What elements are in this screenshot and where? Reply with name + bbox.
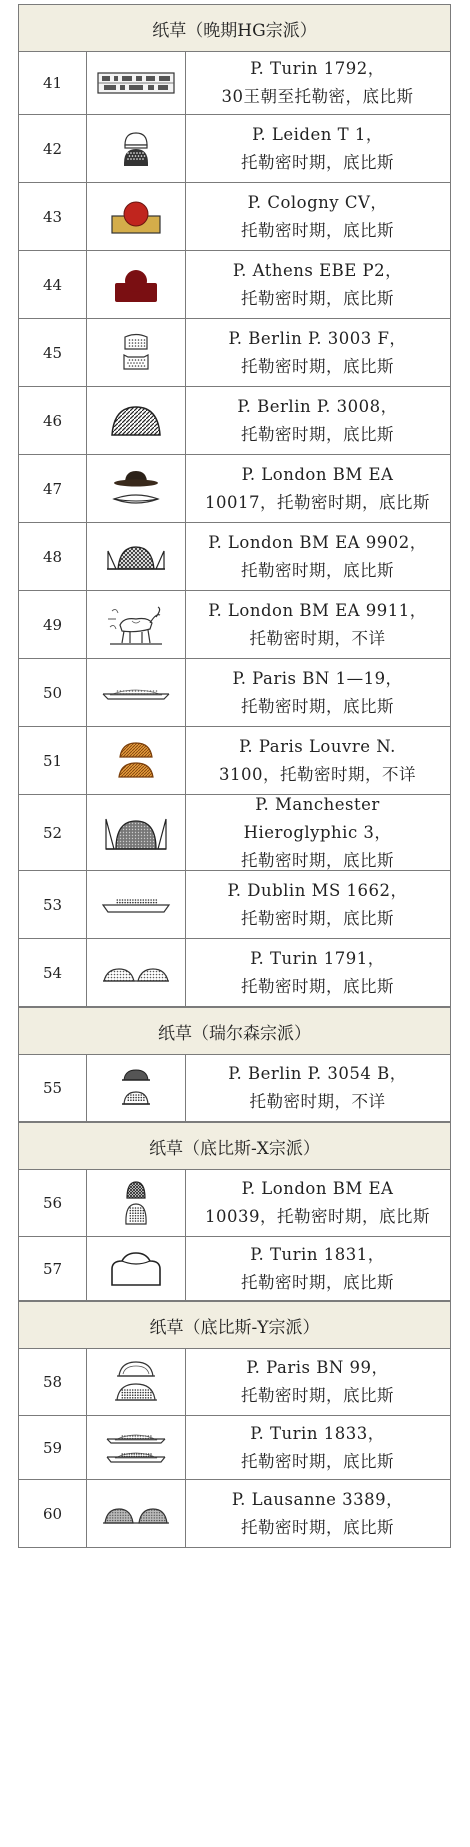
description-line: 托勒密时期，底比斯 [241,220,394,240]
papyrus-description [185,939,450,1006]
table-row [18,1237,451,1301]
papyrus-description [185,183,450,250]
stacked-small-domes-icon [86,1054,186,1121]
description-line: 托勒密时期，底比斯 [241,288,394,308]
description-line: P. Berlin P. 3003 F， [228,328,407,348]
papyrus-description [185,51,450,114]
dotted-dome-base-icon [86,319,186,386]
description-line: 30王朝至托勒密，底比斯 [221,86,414,106]
description-line: 托勒密时期，底比斯 [241,1272,394,1292]
ram-figure-icon [86,591,186,658]
two-grey-domes-icon [86,1480,186,1547]
papyrus-strip-icon [86,51,186,114]
row-number: 56 [19,1169,87,1236]
table-row [18,1348,451,1416]
table-row [18,455,451,523]
row-number: 51 [19,727,87,794]
dark-red-dome-icon [86,251,186,318]
description-line: 托勒密时期，底比斯 [241,850,394,870]
description-line: P. London BM EA [241,464,394,484]
table-row [18,251,451,319]
description-line: 3100，托勒密时期，不详 [219,764,416,784]
description-line: 托勒密时期，底比斯 [241,560,394,580]
table-row [18,1480,451,1548]
description-line: P. Turin 1833， [250,1423,385,1443]
papyrus-description [185,1169,450,1236]
papyrus-description [185,1237,450,1300]
description-line: P. Turin 1831， [250,1244,385,1264]
stacked-domes-icon [86,115,186,182]
stacked-hatched-domes-icon [86,1169,186,1236]
description-line: 10017，托勒密时期，底比斯 [205,492,430,512]
section-header: 纸草（底比斯-Y宗派） [18,1301,451,1349]
description-line: P. London BM EA 9911， [208,600,427,620]
two-small-domes-icon [86,939,186,1006]
description-line: P. London BM EA 9902， [208,532,427,552]
section-header: 纸草（底比斯-X宗派） [18,1122,451,1170]
row-number: 46 [19,387,87,454]
table-row [18,115,451,183]
row-number: 45 [19,319,87,386]
description-line: P. Berlin P. 3008， [237,396,398,416]
red-dome-gold-base-icon [86,183,186,250]
description-line: 托勒密时期，底比斯 [241,152,394,172]
description-line: 托勒密时期，不详 [249,628,386,648]
papyrus-description [185,591,450,658]
table-row [18,659,451,727]
papyrus-description [185,523,450,590]
dark-dome-lens-icon [86,455,186,522]
description-line: 托勒密时期，底比斯 [241,696,394,716]
table-row [18,319,451,387]
row-number: 41 [19,51,87,114]
description-line: P. Leiden T 1， [252,124,383,144]
row-number: 53 [19,871,87,938]
papyrus-description [185,1480,450,1547]
table-row [18,1054,451,1122]
crosshatched-dome-icon [86,523,186,590]
table-row [18,1169,451,1237]
row-number: 47 [19,455,87,522]
row-number: 60 [19,1480,87,1547]
description-line: 托勒密时期，底比斯 [241,908,394,928]
row-number: 54 [19,939,87,1006]
papyrus-description [185,455,450,522]
row-number: 52 [19,795,87,870]
stacked-flat-mounds-icon [86,1416,186,1479]
table-row [18,183,451,251]
papyrus-description [185,727,450,794]
row-number: 59 [19,1416,87,1479]
papyrus-description [185,1054,450,1121]
stacked-outline-domes-icon [86,1348,186,1415]
row-number: 58 [19,1348,87,1415]
description-line: P. Paris BN 1—19， [232,668,403,688]
papyrus-description [185,387,450,454]
row-number: 43 [19,183,87,250]
papyrus-description [185,871,450,938]
section-header: 纸草（瑞尔森宗派） [18,1007,451,1055]
papyrus-description [185,659,450,726]
description-line: P. Paris BN 99， [246,1357,389,1377]
table-row [18,591,451,659]
flat-dotted-dish-icon [86,659,186,726]
description-line: P. Dublin MS 1662， [227,880,408,900]
description-line: P. Manchester [255,794,380,814]
description-line: P. Cologny CV， [247,192,388,212]
description-line: P. Paris Louvre N. [239,736,396,756]
description-line: 10039，托勒密时期，底比斯 [205,1206,430,1226]
row-number: 57 [19,1237,87,1300]
description-line: 托勒密时期，底比斯 [241,1517,394,1537]
papyrus-description [185,115,450,182]
description-line: 托勒密时期，底比斯 [241,356,394,376]
description-line: P. Turin 1791， [250,948,385,968]
table-row [18,939,451,1007]
papyrus-description [185,1416,450,1479]
description-line: Hieroglyphic 3， [243,822,392,842]
description-line: 托勒密时期，底比斯 [241,1451,394,1471]
papyrus-description [185,1348,450,1415]
description-line: 托勒密时期，底比斯 [241,1385,394,1405]
table-row [18,387,451,455]
outline-bump-icon [86,1237,186,1300]
dotted-tray-icon [86,871,186,938]
papyrus-description [185,795,450,870]
orange-domes-icon [86,727,186,794]
papyrus-description [185,251,450,318]
dome-with-horns-icon [86,795,186,870]
table-row [18,51,451,115]
row-number: 50 [19,659,87,726]
hatched-dome-icon [86,387,186,454]
table-row [18,523,451,591]
row-number: 48 [19,523,87,590]
table-row [18,727,451,795]
description-line: P. Turin 1792， [250,58,385,78]
description-line: 托勒密时期，底比斯 [241,424,394,444]
table-row [18,795,451,871]
row-number: 49 [19,591,87,658]
description-line: 托勒密时期，底比斯 [241,976,394,996]
row-number: 42 [19,115,87,182]
table-row [18,1416,451,1480]
description-line: P. Lausanne 3389， [231,1489,404,1509]
description-line: P. Athens EBE P2， [232,260,403,280]
row-number: 55 [19,1054,87,1121]
section-header: 纸草（晚期HG宗派） [18,4,451,52]
table-row [18,871,451,939]
papyrus-description [185,319,450,386]
description-line: P. London BM EA [241,1178,394,1198]
description-line: 托勒密时期，不详 [249,1091,386,1111]
description-line: P. Berlin P. 3054 B， [228,1063,407,1083]
row-number: 44 [19,251,87,318]
